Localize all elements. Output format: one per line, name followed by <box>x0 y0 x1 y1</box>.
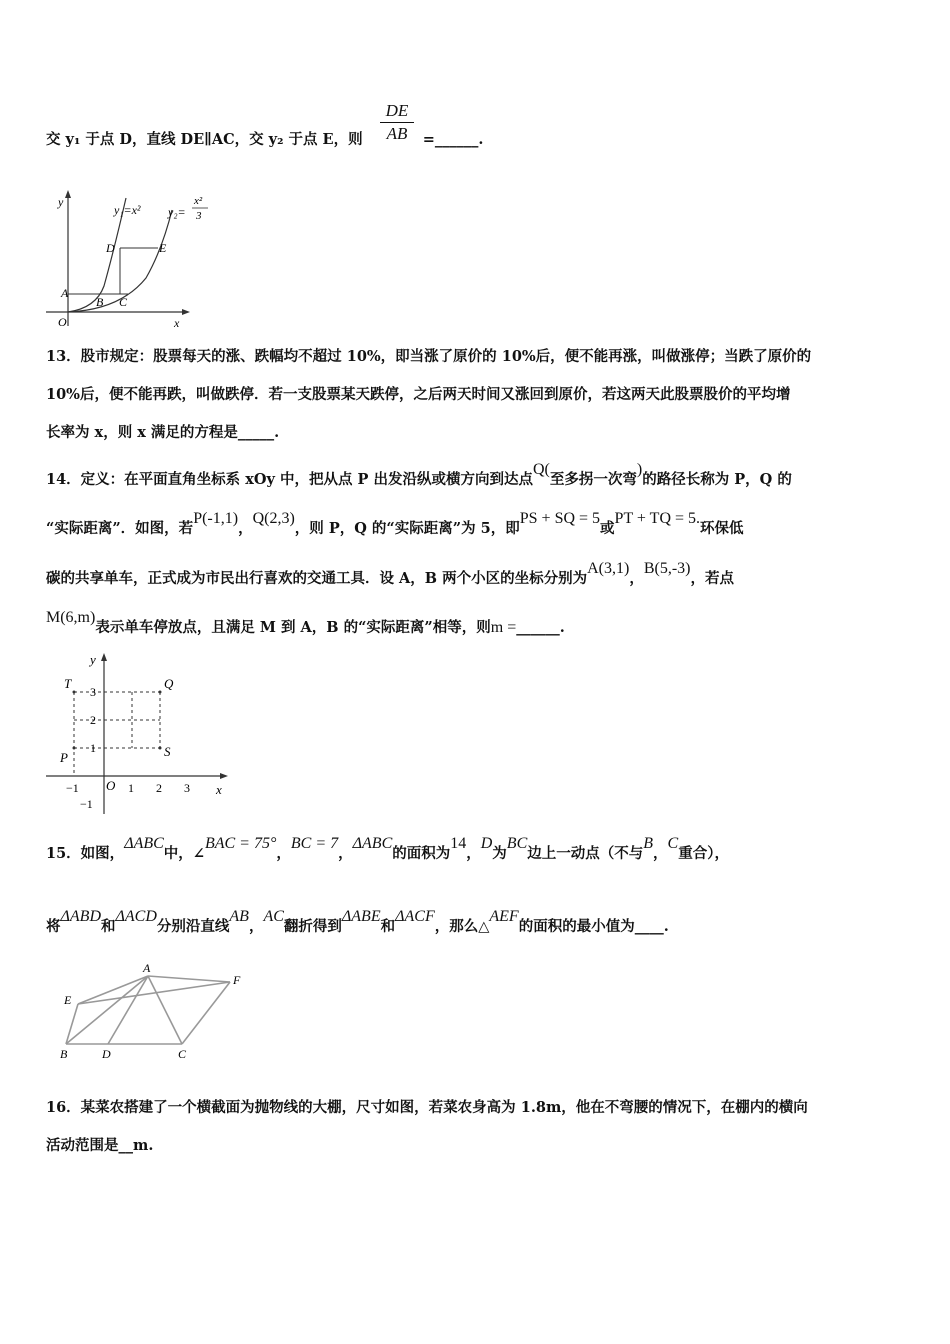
q14-line-4 <box>46 609 565 637</box>
y-tick-2: 2 <box>90 713 96 727</box>
label-o: O <box>106 778 116 793</box>
y-axis-arrow <box>65 190 71 198</box>
x-axis-arrow <box>220 773 228 779</box>
q15-math-b: B <box>643 835 654 852</box>
q14-math-a: A(3,1) <box>587 560 630 577</box>
y-tick-neg1: −1 <box>80 797 93 811</box>
grid-figure-q14 <box>40 648 240 818</box>
label-o: O <box>58 315 67 329</box>
q15-text-1h: 边上一动点（不与 <box>527 845 644 862</box>
q15-math-ab: AB <box>229 908 249 925</box>
q15-math-acf: ΔACF <box>395 908 435 925</box>
q14-text-1c: 的路径长称为 P，Q 的 <box>642 471 792 488</box>
q15-text-2d: ， <box>248 918 264 935</box>
y-tick-1: 1 <box>90 741 96 755</box>
q15-math-c: C <box>667 835 679 852</box>
q14-text-2b: ， <box>238 520 253 537</box>
q15-text-2a: 将 <box>46 918 61 935</box>
q15-math-abc: ΔABC <box>124 835 164 852</box>
q14-text-2e: 环保低 <box>700 520 744 537</box>
q14-math-q: Q( <box>532 461 550 478</box>
label-y2: y₂= <box>168 205 186 219</box>
q15-math-bc: BC = 7 <box>290 835 339 852</box>
label-d: D <box>106 241 115 255</box>
q15-text-1d: ， <box>338 845 353 862</box>
fraction-denominator: AB <box>386 124 408 143</box>
q15-text-2b: 和 <box>101 918 116 935</box>
q15-math-14: 14 <box>450 835 467 852</box>
q14-text-2c: ，则 P，Q 的“实际距离”为 5，即 <box>294 520 520 537</box>
label-d: D <box>102 1047 111 1061</box>
q14-math-b: B(5,-3) <box>643 560 691 577</box>
q15-text-2f: 和 <box>380 918 396 935</box>
x-tick-neg1: −1 <box>66 781 79 795</box>
q14-text-1b: 至多拐一次弯 <box>549 471 637 488</box>
q15-text-2g: ，那么△ <box>434 918 490 935</box>
q16-line-1: 16．某菜农搭建了一个横截面为抛物线的大棚，尺寸如图，若菜农身高为 1.8m，他在不弯腰的情况下，在棚内的横向 <box>46 1099 808 1116</box>
label-p: P <box>60 750 68 765</box>
q15-text-1c: ， <box>276 845 291 862</box>
q15-text-1a: 15．如图， <box>46 845 125 862</box>
triangle-figure-q15 <box>50 962 260 1062</box>
q12-text: 交 y₁ 于点 D，直线 DE∥AC，交 y₂ 于点 E，则 <box>46 131 363 148</box>
label-t: T <box>64 676 72 691</box>
label-y: y <box>58 195 64 209</box>
label-x: x <box>216 782 222 797</box>
q14-math-p: P(-1,1) <box>193 510 239 527</box>
label-y2-den: 3 <box>196 210 202 222</box>
q15-text-2h: 的面积的最小值为____. <box>518 918 669 935</box>
q12-answer-blank: =______. <box>422 131 484 148</box>
q14-math-m-eq: m = <box>490 619 517 636</box>
q14-math-paren: ) <box>636 461 643 478</box>
q15-math-abc2: ΔABC <box>352 835 393 852</box>
label-c: C <box>178 1047 187 1061</box>
q15-text-2e: 翻折得到 <box>283 918 342 935</box>
q14-text-2a: “实际距离”．如图，若 <box>46 520 194 537</box>
q15-line-2 <box>46 908 669 936</box>
parabola-figure-q12 <box>40 188 220 333</box>
label-s: S <box>164 744 171 759</box>
q14-math-pt-tq: PT + TQ = 5. <box>614 510 701 527</box>
label-b: B <box>96 295 104 309</box>
fraction-numerator: DE <box>380 100 414 123</box>
q14-text-4a: 表示单车停放点，且满足 M 到 A，B 的“实际距离”相等，则 <box>95 619 491 636</box>
x-axis-arrow <box>182 309 190 315</box>
x-tick-2: 2 <box>156 781 162 795</box>
q15-text-2c: 分别沿直线 <box>156 918 230 935</box>
q15-line-1 <box>46 835 729 863</box>
q14-line-3 <box>46 560 734 588</box>
label-f: F <box>233 973 241 987</box>
x-tick-3: 3 <box>184 781 190 795</box>
label-y1: y₁=x² <box>114 203 141 217</box>
q13-line-3: 长率为 x，则 x 满足的方程是_____. <box>46 424 280 441</box>
q14-math-ps-sq: PS + SQ = 5 <box>519 510 601 527</box>
label-y2-num: x² <box>194 195 203 207</box>
q15-text-1b: 中，∠ <box>163 845 205 862</box>
q14-math-m: M(6,m) <box>46 609 96 626</box>
q14-answer-blank: ______. <box>516 619 565 636</box>
q15-math-ac: AC <box>263 908 284 925</box>
q15-math-acd: ΔACD <box>115 908 157 925</box>
label-e: E <box>159 241 167 255</box>
label-e: E <box>64 993 72 1007</box>
q14-text-3b: ， <box>629 570 644 587</box>
q14-text-3a: 碳的共享单车，正式成为市民出行喜欢的交通工具．设 A，B 两个小区的坐标分别为 <box>46 570 588 587</box>
label-a: A <box>143 962 151 975</box>
q15-text-1j: 重合）， <box>678 845 729 862</box>
q14-text-1a: 14．定义：在平面直角坐标系 xOy 中，把从点 P 出发沿纵或横方向到达点 <box>46 471 533 488</box>
label-a: A <box>61 286 69 300</box>
q14-line-2 <box>46 510 744 538</box>
q16-line-2: 活动范围是__m. <box>46 1137 154 1154</box>
label-c: C <box>119 295 128 309</box>
q14-text-2d: 或 <box>600 520 615 537</box>
label-q: Q <box>164 676 174 691</box>
q15-math-abd: ΔABD <box>60 908 101 925</box>
q12-line <box>46 128 483 149</box>
q15-text-1e: 的面积为 <box>392 845 451 862</box>
label-b: B <box>60 1047 68 1061</box>
y-axis-arrow <box>101 653 107 661</box>
q14-math-q2: Q(2,3) <box>252 510 295 527</box>
q15-math-bc2: BC <box>506 835 528 852</box>
q15-text-1f: ， <box>466 845 481 862</box>
q14-line-1 <box>46 461 792 489</box>
q15-math-aef: AEF <box>489 908 519 925</box>
y-tick-3: 3 <box>90 685 96 699</box>
label-x: x <box>174 316 180 330</box>
q15-math-angle: BAC = 75° <box>204 835 277 852</box>
q13-line-2: 10%后，便不能再跌，叫做跌停．若一支股票某天跌停，之后两天时间又涨回到原价，若这两天此股票股价的平均增 <box>46 386 791 403</box>
q15-math-abe: ΔABE <box>341 908 381 925</box>
q14-text-3c: ，若点 <box>690 570 734 587</box>
label-y: y <box>90 652 96 667</box>
x-tick-1: 1 <box>128 781 134 795</box>
q15-math-d: D <box>480 835 493 852</box>
q15-text-1g: 为 <box>492 845 507 862</box>
q13-line-1: 13．股市规定：股票每天的涨、跌幅均不超过 10%，即当涨了原价的 10%后，便不能再涨，叫做涨停；当跌了原价的 <box>46 348 812 365</box>
q15-text-1i: ， <box>653 845 668 862</box>
